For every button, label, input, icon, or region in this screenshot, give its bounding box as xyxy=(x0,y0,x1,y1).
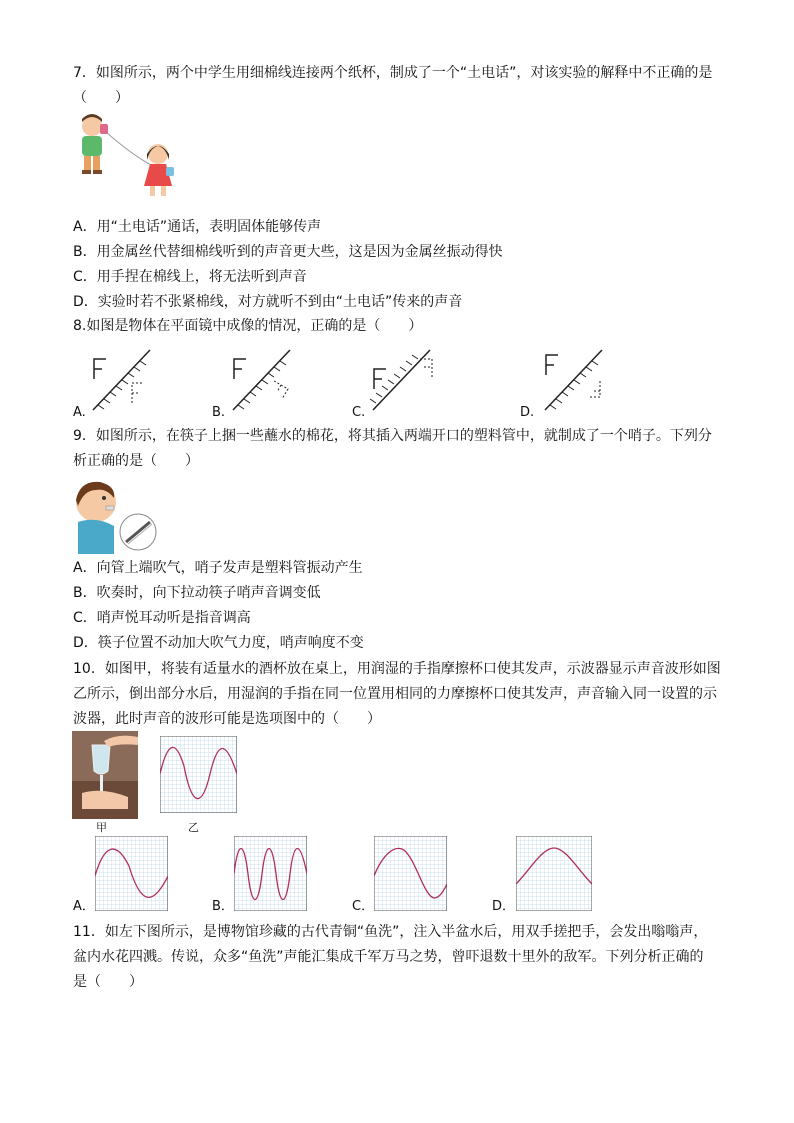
q7-option-d: D．实验时若不张紧棉线，对方就听不到由“土电话”传来的声音 xyxy=(73,294,463,310)
q10-stem-line2: 乙所示，倒出部分水后，用湿润的手指在同一位置用相同的力摩擦杯口使其发声，声音输入同一设置的示 xyxy=(73,686,717,702)
q8-figure-b xyxy=(228,345,308,413)
q8-label-c: C. xyxy=(352,405,366,420)
q10-option-a-waveform xyxy=(95,836,168,911)
q10-label-jia: 甲 xyxy=(96,821,107,834)
q10-option-d-waveform xyxy=(516,836,592,911)
q8-figure-c xyxy=(368,345,448,413)
q10-option-a-label: A． xyxy=(73,899,95,914)
q9-option-b: B．吹奏时，向下拉动筷子哨声音调变低 xyxy=(73,585,321,601)
q8-figure-d xyxy=(540,345,620,413)
q10-option-c-waveform xyxy=(374,836,447,911)
q9-option-d: D．筷子位置不动加大吹气力度，哨声响度不变 xyxy=(73,635,364,651)
q7-option-a: A．用“土电话”通话，表明固体能够传声 xyxy=(73,219,322,235)
q10-option-d-label: D． xyxy=(492,899,516,914)
q8-label-b: B. xyxy=(212,405,226,420)
q9-option-c: C．哨声悦耳动听是指音调高 xyxy=(73,610,251,626)
q9-stem-line1: 9．如图所示，在筷子上捆一些蘸水的棉花，将其插入两端开口的塑料管中，就制成了一个哨子。下列分 xyxy=(73,428,712,444)
q11-stem-line3: 是（ ） xyxy=(73,974,143,990)
q8-stem: 8.如图是物体在平面镜中成像的情况，正确的是（ ） xyxy=(73,318,423,334)
q7-stem-line2: （ ） xyxy=(73,90,129,106)
q10-option-c-label: C． xyxy=(352,899,375,914)
q7-option-c: C．用手捏在棉线上，将无法听到声音 xyxy=(73,269,307,285)
q9-stem-line2: 析正确的是（ ） xyxy=(73,453,199,469)
q10-label-yi: 乙 xyxy=(188,821,199,834)
q11-stem-line1: 11．如左下图所示，是博物馆珍藏的古代青铜“鱼洗”，注入半盆水后，用双手搓把手，会发出嗡嗡声， xyxy=(73,924,708,940)
q10-stem-line1: 10．如图甲，将装有适量水的酒杯放在桌上，用润湿的手指摩擦杯口使其发声，示波器显示声音波形如图 xyxy=(73,661,721,677)
q10-option-b-waveform xyxy=(234,836,307,911)
q10-figure-oscilloscope-yi xyxy=(160,736,237,813)
q9-figure-whistle-boy xyxy=(70,478,160,554)
q10-stem-line3: 波器，此时声音的波形可能是选项图中的（ ） xyxy=(73,711,381,727)
q7-option-b: B．用金属丝代替细棉线听到的声音更大些，这是因为金属丝振动得快 xyxy=(73,244,503,260)
q8-label-d: D. xyxy=(520,405,535,420)
q10-figure-glass-photo xyxy=(72,731,138,819)
q8-figure-a xyxy=(88,345,168,413)
q7-figure-tin-can-phone xyxy=(70,112,192,198)
q7-stem-line1: 7．如图所示，两个中学生用细棉线连接两个纸杯，制成了一个“土电话”，对该实验的解释中不正确的是 xyxy=(73,65,713,81)
q10-option-b-label: B． xyxy=(212,899,234,914)
q9-option-a: A．向管上端吹气，哨子发声是塑料管振动产生 xyxy=(73,560,363,576)
q11-stem-line2: 盆内水花四溅。传说，众多“鱼洗”声能汇集成千军万马之势，曾吓退数十里外的敌军。下列分析正确的 xyxy=(73,949,704,965)
q8-label-a: A. xyxy=(73,405,86,420)
